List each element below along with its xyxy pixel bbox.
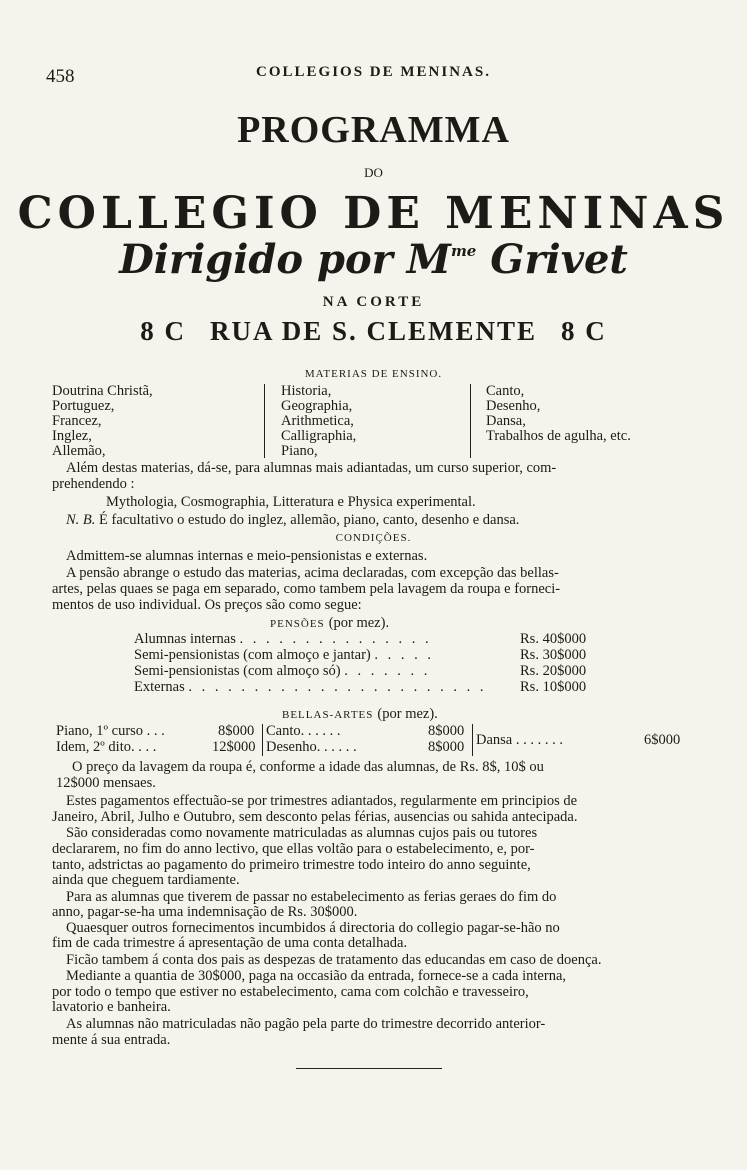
pension-dots: . . . . . . . [344, 663, 431, 679]
pension-price: Rs. 30$000 [520, 647, 587, 663]
column-divider [264, 384, 265, 458]
note-line: lavatorio e banheira. [52, 999, 171, 1015]
subject-item: Trabalhos de agulha, etc. [486, 428, 631, 444]
pension-row [134, 680, 486, 696]
conditions-text: mentos de uso individual. Os preços são como segue: [52, 597, 362, 613]
pension-dots: . . . . . . . . . . . . . . . [239, 631, 432, 647]
note-line: anno, pagar-se-ha uma indemnisação de Rs. 30$000. [52, 904, 358, 920]
running-title: COLLEGIOS DE MENINAS. [256, 64, 491, 80]
note-line: 12$000 mensaes. [56, 775, 156, 791]
nota-bene [66, 513, 519, 529]
director-prefix: Dirigido por M [119, 236, 451, 283]
nota-bene-label: N. B. [66, 512, 96, 528]
director-line [0, 236, 747, 283]
pension-price: Rs. 10$000 [520, 679, 587, 695]
note-line: fim de cada trimestre á apresentação de uma conta detalhada. [52, 935, 408, 951]
extra-subjects-line: Além destas materias, dá-se, para alumnas mais adiantadas, um curso superior, com- [66, 460, 557, 476]
pension-dots: . . . . . [374, 647, 435, 663]
fine-arts-price: 8$000 [428, 723, 465, 739]
column-divider [470, 384, 471, 458]
location-line: NA CORTE [322, 294, 425, 310]
subject-item: Dansa, [486, 413, 526, 429]
extra-subjects-line: prehendendo : [52, 476, 135, 492]
subject-item: Calligraphia, [281, 428, 357, 444]
fine-arts-heading-label: BELLAS-ARTES [282, 709, 374, 721]
note-line: declararem, no fim do anno lectivo, que ellas voltão para o estabelecimento, e, por- [52, 841, 535, 857]
table-divider [262, 724, 263, 756]
pension-label: Semi-pensionistas (com almoço e jantar) [134, 647, 371, 663]
address-line [0, 316, 747, 347]
subject-item: Canto, [486, 383, 525, 399]
note-line: tanto, adstrictas ao pagamento do primeiro trimestre todo inteiro do anno seguinte, [52, 857, 531, 873]
pension-label: Externas [134, 679, 185, 695]
subject-item: Geographia, [281, 398, 353, 414]
pension-row [134, 632, 432, 648]
fine-arts-price: 6$000 [644, 732, 681, 748]
title-connector: DO [364, 165, 383, 180]
subjects-column-1 [52, 384, 153, 459]
conditions-text: artes, pelas quaes se paga em separado, como tambem pela lavagem da roupa e forneci- [52, 581, 561, 597]
fine-arts-label: Dansa . . . . . . . [476, 732, 563, 748]
page-number: 458 [46, 66, 75, 87]
note-line: ainda que cheguem tardiamente. [52, 872, 240, 888]
fine-arts-price: 8$000 [428, 739, 465, 755]
subject-item: Inglez, [52, 428, 92, 444]
fine-arts-label: Idem, 2º dito. . . . [56, 739, 157, 755]
note-line: mente á sua entrada. [52, 1032, 171, 1048]
pensions-heading [270, 614, 389, 632]
note-line: Para as alumnas que tiverem de passar no estabelecimento as ferias geraes do fim do [66, 889, 557, 905]
nota-bene-text: É facultativo o estudo do inglez, allemão, piano, canto, desenho e dansa. [99, 512, 520, 528]
note-line: Janeiro, Abril, Julho e Outubro, sem desconto pelas férias, ausencias ou sahida antecipada. [52, 809, 578, 825]
conditions-text: Admittem-se alumnas internas e meio-pensionistas e externas. [66, 548, 428, 564]
director-name: Grivet [476, 236, 628, 283]
subjects-column-2 [281, 384, 356, 459]
extra-subjects-list: Mythologia, Cosmographia, Litteratura e Physica experimental. [106, 494, 476, 510]
pension-dots: . . . . . . . . . . . . . . . . . . . . . . . [188, 679, 487, 695]
fine-arts-label: Piano, 1º curso . . . [56, 723, 165, 739]
subject-item: Desenho, [486, 398, 541, 414]
address-number-right: 8 C [561, 316, 607, 346]
school-name: COLLEGIO DE MENINAS [17, 188, 730, 239]
subject-item: Piano, [281, 443, 318, 459]
note-line: O preço da lavagem da roupa é, conforme a idade das alumnas, de Rs. 8$, 10$ ou [72, 759, 544, 775]
pension-price: Rs. 40$000 [520, 631, 587, 647]
pension-price: Rs. 20$000 [520, 663, 587, 679]
subject-item: Arithmetica, [281, 413, 354, 429]
subject-item: Historia, [281, 383, 332, 399]
director-superscript: me [450, 242, 477, 260]
conditions-text: A pensão abrange o estudo das materias, acima declaradas, com excepção das bellas- [66, 565, 559, 581]
table-divider [472, 724, 473, 756]
subject-item: Francez, [52, 413, 102, 429]
pension-row [134, 664, 430, 680]
note-line: Estes pagamentos effectuão-se por trimestres adiantados, regularmente em principios de [66, 793, 578, 809]
conditions-heading: CONDIÇÕES. [335, 532, 412, 544]
note-line: São consideradas como novamente matriculadas as alumnas cujos pais ou tutores [66, 825, 538, 841]
subjects-heading: MATERIAS DE ENSINO. [304, 368, 443, 380]
subjects-column-3 [486, 384, 631, 444]
note-line: Ficão tambem á conta dos pais as despezas de tratamento das educandas em caso de doença. [66, 952, 602, 968]
pension-label: Alumnas internas [134, 631, 236, 647]
note-line: Quaesquer outros fornecimentos incumbidos á directoria do collegio pagar-se-hão no [66, 920, 560, 936]
fine-arts-label: Canto. . . . . . [266, 723, 341, 739]
note-line: Mediante a quantia de 30$000, paga na occasião da entrada, fornece-se a cada interna, [66, 968, 567, 984]
programme-title: PROGRAMMA [237, 109, 510, 151]
address-street: RUA DE S. CLEMENTE [209, 316, 538, 346]
subject-item: Allemão, [52, 443, 106, 459]
note-line: As alumnas não matriculadas não pagão pela parte do trimestre decorrido anterior- [66, 1016, 546, 1032]
subject-item: Doutrina Christã, [52, 383, 153, 399]
fine-arts-price: 12$000 [212, 739, 256, 755]
fine-arts-label: Desenho. . . . . . [266, 739, 357, 755]
fine-arts-heading-suffix: (por mez). [377, 706, 438, 722]
fine-arts-price: 8$000 [218, 723, 255, 739]
address-number-left: 8 C [140, 316, 186, 346]
closing-rule [296, 1068, 442, 1069]
pensions-heading-suffix: (por mez). [328, 615, 390, 631]
subject-item: Portuguez, [52, 398, 115, 414]
note-line: por todo o tempo que estiver no estabelecimento, cama com colchão e travesseiro, [52, 984, 529, 1000]
pension-label: Semi-pensionistas (com almoço só) [134, 663, 341, 679]
pensions-heading-label: PENSÕES [270, 618, 325, 630]
fine-arts-heading [282, 705, 438, 723]
pension-row [134, 648, 434, 664]
